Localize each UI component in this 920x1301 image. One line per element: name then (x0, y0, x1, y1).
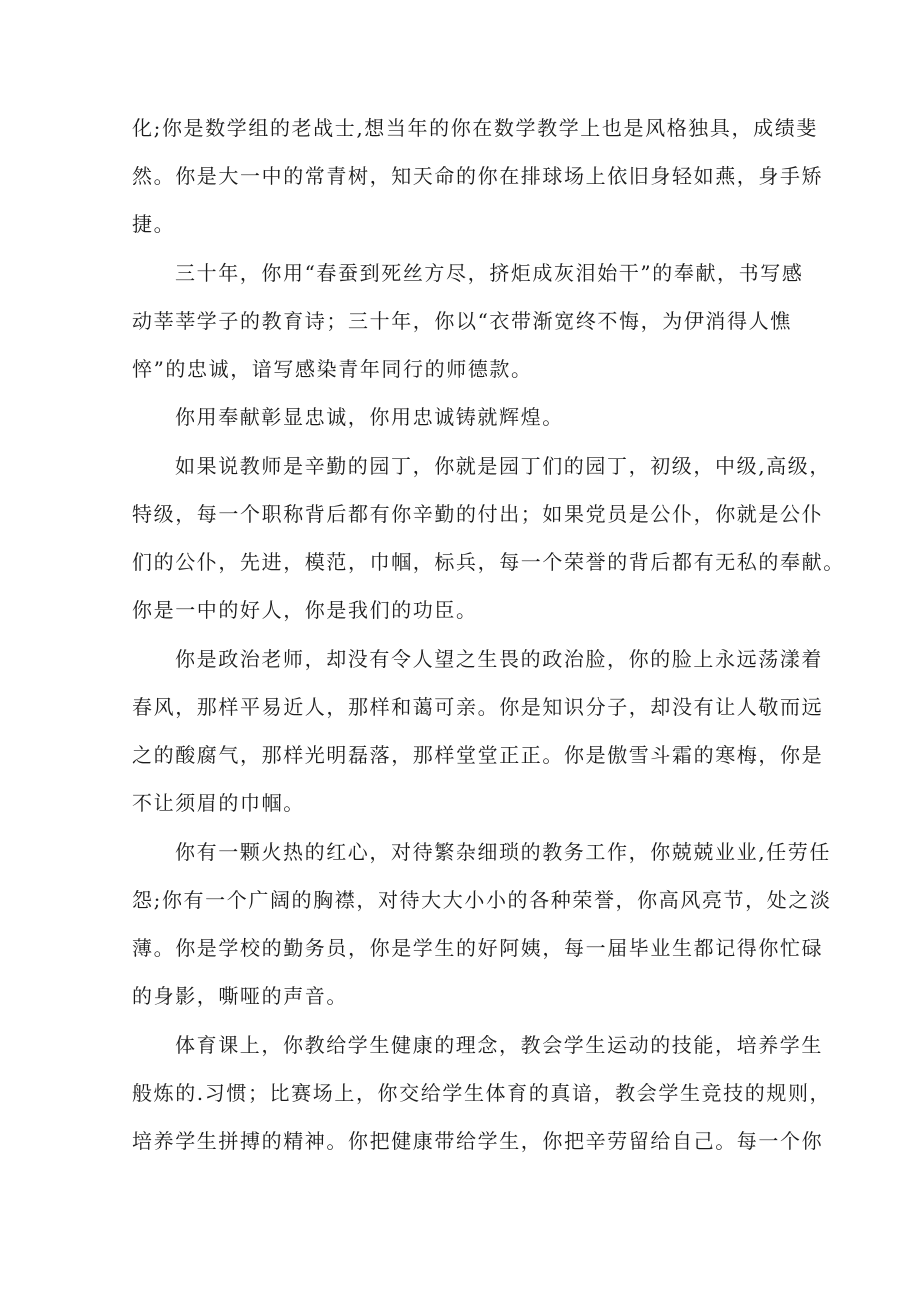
text-line: 三十年，你用“春蚕到死丝方尽，挤炬成灰泪始干”的奉献，书写感 (175, 261, 804, 285)
text-line: 捷。 (132, 212, 176, 236)
text-line: 如果说教师是辛勤的园丁，你就是园丁们的园丁，初级，中级,高级， (175, 454, 831, 478)
text-line: 悴”的忠诚，谙写感染青年同行的师德款。 (132, 357, 533, 381)
text-line: 然。你是大一中的常青树，知天命的你在排球场上依旧身轻如燕，身手矫 (132, 164, 824, 188)
text-line: 不让须眉的巾帼。 (132, 791, 305, 815)
text-line: 薄。你是学校的勤务员，你是学生的好阿姨，每一届毕业生都记得你忙碌 (132, 936, 824, 960)
text-line: 之的酸腐气，那样光明磊落，那样堂堂正正。你是傲雪斗霜的寒梅，你是 (132, 743, 824, 767)
text-line: 你是一中的好人，你是我们的功臣。 (132, 598, 478, 622)
text-line: 化;你是数学组的老战士,想当年的你在数学教学上也是风格独具，成绩斐 (132, 116, 818, 140)
text-line: 你用奉献彰显忠诚，你用忠诚铸就辉煌。 (175, 405, 564, 429)
text-line: 体育课上，你教给学生健康的理念，教会学生运动的技能，培养学生 (175, 1033, 823, 1057)
text-line: 的身影，嘶哑的声音。 (132, 984, 348, 1008)
text-line: 们的公仆，先进，模范，巾帼，标兵，每一个荣誉的背后都有无私的奉献。 (132, 550, 845, 574)
text-line: 你是政治老师，却没有令人望之生畏的政治脸，你的脸上永远荡漾着 (175, 647, 823, 671)
text-line: 般炼的.习惯；比赛场上，你交给学生体育的真谙，教会学生竞技的规则， (132, 1081, 832, 1105)
text-line: 你有一颗火热的红心，对待繁杂细琐的教务工作，你兢兢业业,任劳任 (175, 840, 831, 864)
text-line: 动莘莘学子的教育诗；三十年，你以“衣带渐宽终不悔，为伊消得人憔 (132, 309, 792, 333)
text-line: 春风，那样平易近人，那样和蔼可亲。你是知识分子，却没有让人敬而远 (132, 695, 824, 719)
text-line: 怨;你有一个广阔的胸襟，对待大大小小的各种荣誉，你高风亮节，处之淡 (132, 888, 832, 912)
text-line: 培养学生拼搏的精神。你把健康带给学生，你把辛劳留给自己。每一个你 (132, 1129, 824, 1153)
text-line: 特级，每一个职称背后都有你辛勤的付出；如果党员是公仆，你就是公仆 (132, 502, 824, 526)
